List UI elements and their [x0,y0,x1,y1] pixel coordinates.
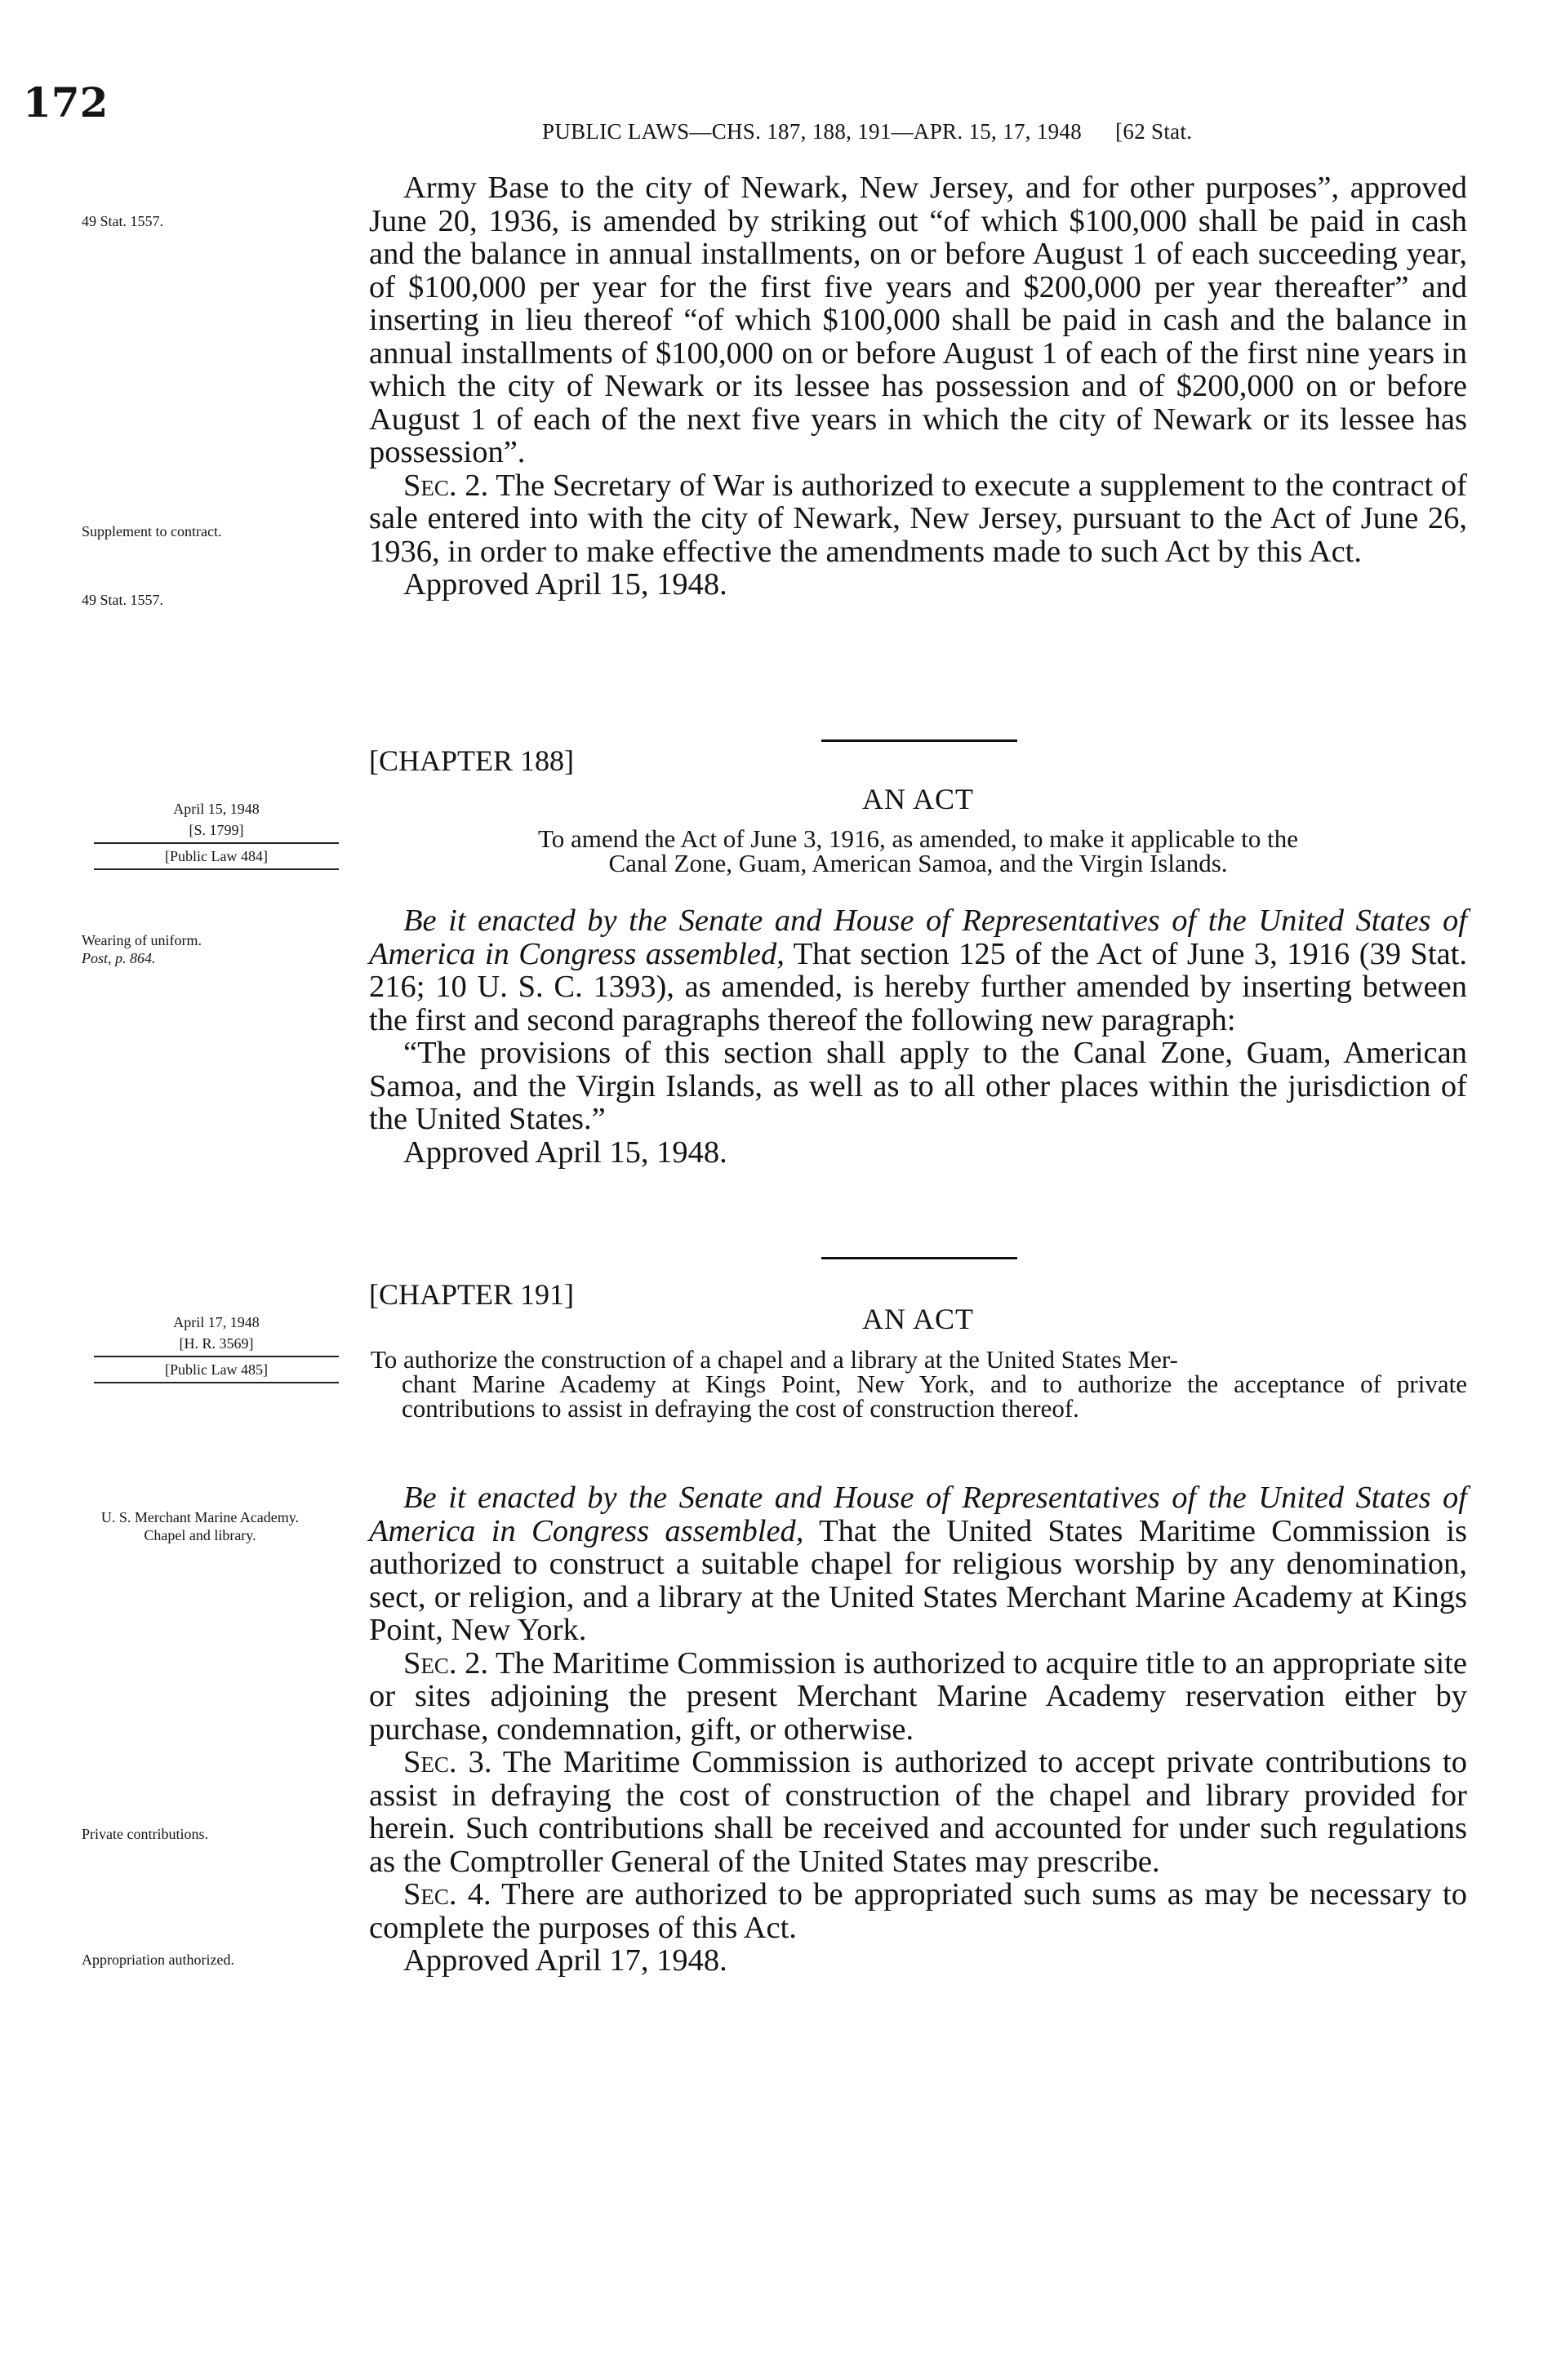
ch191-act-heading: AN ACT [861,1303,974,1335]
chapter-187-body [369,171,1467,602]
ch191-enacting-clause: Be it enacted by the Senate and House of Representatives of the United States of America in Congress assembled, [369,1481,1467,1548]
ch191-section-4 [369,1878,1467,1944]
ch191-sec3-label: Sec. 3. [403,1745,492,1779]
ch191-title-first: To authorize the construction of a chapel and a library at the United States Mer- [371,1345,1178,1374]
ch187-sec2-label: Sec. 2. [403,468,489,503]
margin-note-stat2: 49 Stat. 1557. [82,592,164,608]
ch187-paragraph: Army Base to the city of Newark, New Jersey, and for other purposes”, approved June 20, 1936, is amended by striking out “of which $100,000 shall be paid in cash and the balance in annual installments, on or before August 1 of each succeeding year, of $100,000 per year for the first five years and $200,000 per year thereafter” and inserting in lieu thereof “of which $100,000 shall be paid in cash and the balance in annual installments of $100,000 on or before August 1 of each of the first nine years in which the city of Newark or its lessee has possession and of $200,000 on or before August 1 of each of the next five years in which the city of Newark or its lessee has possession”. [369,171,1467,469]
margin-note-usmm: U. S. Merchant Marine Academy. Chapel and library. [100,1509,300,1543]
ch191-margin-block [94,1312,339,1385]
ch191-date: April 17, 1948 [173,1314,260,1330]
ch191-margin-rule-2 [94,1382,339,1383]
margin-note-post: Post, p. 864. [82,950,156,966]
ch188-act-heading: AN ACT [861,783,974,815]
ch191-enacting-paragraph [369,1481,1467,1647]
ch191-section-3 [369,1746,1467,1878]
running-head-title: PUBLIC LAWS—CHS. 187, 188, 191—APR. 15, 17, 1948 [542,119,1083,144]
section-divider [821,739,1017,742]
ch187-approved [369,568,1467,602]
ch191-sec1-text: That the United States Maritime Commission is authorized to construct a suitable chapel for religious worship by any denomination, sect, or religion, and a library at the United States Merchant Marine Academy at Kings Point, New York. [369,1513,1467,1647]
ch191-section-2 [369,1647,1467,1747]
ch188-margin-notes [82,931,351,967]
ch191-public-law: [Public Law 485] [165,1361,268,1378]
margin-note-stat1: 49 Stat. 1557. [82,213,164,229]
ch187-sec2-text: The Secretary of War is authorized to execute a supplement to the contract of sale entered into with the city of Newark, New Jersey, pursuant to the Act of June 26, 1936, in order to make effective the amendments made to such Act by this Act. [369,468,1467,569]
ch188-quote: “The provisions of this section shall apply to the Canal Zone, Guam, American Samoa, and the Virgin Islands, as well as to all other places within the jurisdiction of the United States.” [369,1036,1467,1136]
ch188-approved [369,1136,1467,1170]
ch191-chapter-label: [CHAPTER 191] [369,1278,574,1311]
ch187-section-2 [369,469,1467,569]
page-number: 172 [23,78,109,127]
ch191-sec3-text: The Maritime Commission is authorized to accept private contributions to assist in defraying the cost of construction of the chapel and library provided for herein. Such contributions shall be received and accounted for under such regulations as the Comptroller General of the United States may prescribe. [369,1745,1467,1879]
ch188-chapter-label: [CHAPTER 188] [369,744,574,777]
ch191-title-rest: chant Marine Academy at Kings Point, New York, and to authorize the acceptance of private contributions to assist in defraying the cost of construction thereof. [402,1370,1467,1423]
margin-note-wearing: Wearing of uniform. [82,932,202,948]
volume-reference: [62 Stat. [1115,119,1193,144]
running-head [542,119,1192,144]
chapter-191-body [369,1481,1467,1978]
ch188-enacting-clause: Be it enacted by the Senate and House of Representatives of the United States of America in Congress assembled, [369,904,1467,971]
ch188-bill: [S. 1799] [189,822,244,838]
ch188-enacting-paragraph [369,904,1467,1037]
ch187-approved-text: Approved April 15, 1948. [403,567,727,602]
section-divider-2 [821,1257,1017,1259]
margin-note-appropriation: Appropriation authorized. [82,1952,234,1968]
ch188-date: April 15, 1948 [173,801,260,817]
ch188-margin-rule-2 [94,868,339,870]
ch191-sec4-text: There are authorized to be appropriated such sums as may be necessary to complete the purposes of this Act. [369,1877,1467,1945]
ch191-sec4-label: Sec. 4. [403,1877,491,1912]
ch188-margin-rule [94,842,339,844]
margin-note-private: Private contributions. [82,1826,208,1842]
ch191-approved [369,1944,1467,1978]
ch188-body-text: That section 125 of the Act of June 3, 1916 (39 Stat. 216; 10 U. S. C. 1393), as amended, is hereby further amended by inserting between the first and second paragraphs thereof the following new paragraph: [369,936,1467,1037]
ch188-margin-block [94,798,339,872]
chapter-188-body [369,904,1467,1169]
ch191-approved-text: Approved April 17, 1948. [403,1943,727,1978]
ch191-sec2-label: Sec. 2. [403,1645,489,1681]
ch191-sec2-text: The Maritime Commission is authorized to acquire title to an appropriate site or sites adjoining the present Merchant Marine Academy reservation either by purchase, condemnation, gift, or otherwise. [369,1645,1467,1747]
ch188-public-law: [Public Law 484] [165,848,268,864]
ch188-approved-text: Approved April 15, 1948. [403,1134,727,1170]
ch188-title-line2: Canal Zone, Guam, American Samoa, and the Virgin Islands. [608,849,1228,877]
ch191-margin-rule [94,1356,339,1357]
ch191-title [369,1345,1467,1423]
ch188-title-line1: To amend the Act of June 3, 1916, as amended, to make it applicable to the [537,824,1298,853]
ch191-bill: [H. R. 3569] [179,1335,254,1352]
margin-note-supplement: Supplement to contract. [82,523,222,539]
ch188-title [369,824,1467,877]
